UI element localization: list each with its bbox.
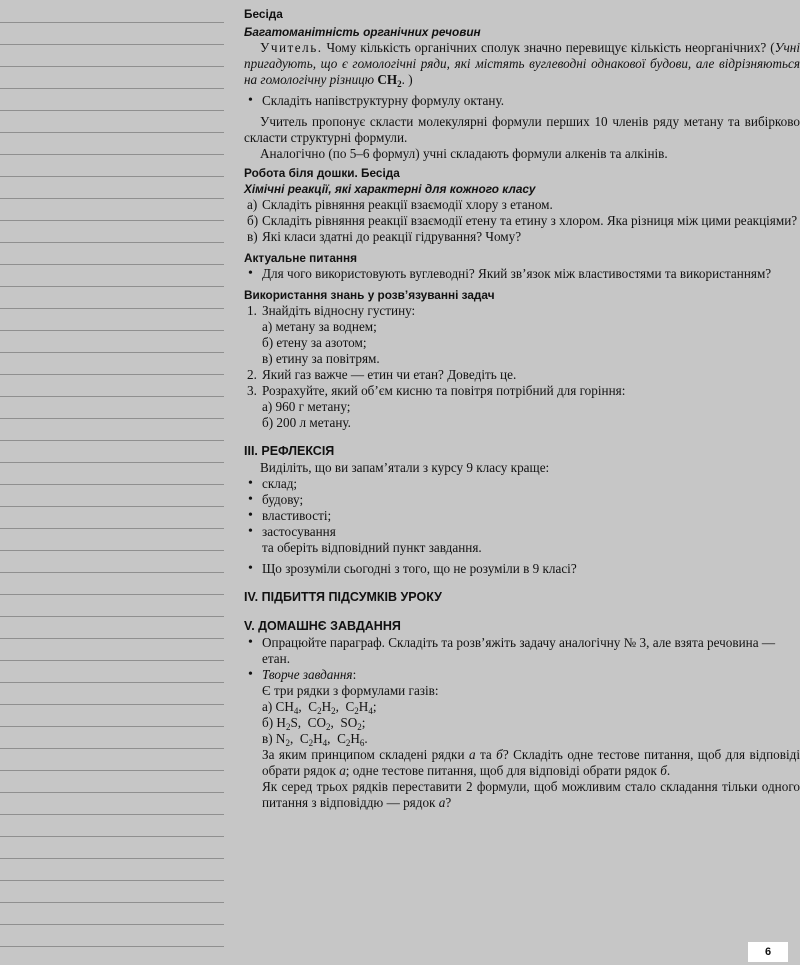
formula-row-a: а) $CH_4$, $C_2H_2$, $C_2H_4$;	[262, 699, 377, 716]
ruled-line	[0, 792, 224, 793]
ruled-line	[0, 924, 224, 925]
reflection-outro: та оберіть відповідний пункт завдання.	[262, 540, 482, 555]
ruled-line	[0, 176, 224, 177]
ruled-line	[0, 308, 224, 309]
section-homework: V. ДОМАШНЄ ЗАВДАННЯ	[244, 619, 401, 633]
teacher-label: Учитель.	[260, 40, 323, 55]
ruled-line	[0, 836, 224, 837]
list-item: б) Складіть рівняння реакції взаємодії етену та етину з хлором. Яка різниця між цими реакціями?	[247, 213, 798, 228]
bullet-item: • будову;	[248, 492, 304, 507]
bullet-item: • Для чого використовують вуглеводні? Який зв’язок між властивостями та використанням?	[248, 266, 772, 281]
ruled-line	[0, 506, 224, 507]
ruled-line	[0, 44, 224, 45]
teacher-proposal: Учитель пропонує скласти молекулярні формули перших 10 членів ряду метану та вибірково скласти структурні формули.	[244, 114, 800, 145]
ruled-line	[0, 682, 224, 683]
swap-question: Як серед трьох рядків переставити 2 формули, щоб можливим стало складання тільки одного питання з відповіддю — рядок а?	[262, 779, 800, 810]
ruled-line	[0, 946, 224, 947]
creative-label: Творче завдання	[262, 667, 353, 682]
sub-item: б) 200 л метану.	[262, 415, 351, 430]
ruled-line	[0, 418, 224, 419]
ruled-line	[0, 132, 224, 133]
ruled-line	[0, 594, 224, 595]
ruled-line	[0, 242, 224, 243]
task-item: 1. Знайдіть відносну густину:	[247, 303, 416, 318]
ruled-line	[0, 396, 224, 397]
task-item: 2. Який газ важче — етин чи етан? Доведіть це.	[247, 367, 517, 382]
homologous-formula: $CH_2$	[377, 72, 402, 89]
section-beseda: Бесіда	[244, 7, 283, 21]
list-item: в) Які класи здатні до реакції гідрування? Чому?	[247, 229, 522, 244]
bullet-item: • Опрацюйте параграф. Складіть та розв’яжіть задачу аналогічну № 3, але взята речовина — етан.	[248, 635, 776, 666]
similar-text: Аналогічно (по 5–6 формул) учні складають формули алкенів та алкінів.	[260, 146, 668, 161]
principle-question: За яким принципом складені рядки а та б? Складіть одне тестове питання, щоб для відповіді обрати рядок а; одне тестове питання, щоб для відповіді обрати рядок б.	[262, 747, 800, 778]
ruled-line	[0, 154, 224, 155]
bullet-item: • Що зрозуміли сьогодні з того, що не розуміли в 9 класі?	[248, 561, 577, 576]
ruled-line	[0, 110, 224, 111]
ruled-line	[0, 528, 224, 529]
task-item: 3. Розрахуйте, який об’єм кисню та повітря потрібний для горіння:	[247, 383, 626, 398]
formula-row-c: в) $N_2$, $C_2H_4$, $C_2H_6$.	[262, 731, 368, 748]
ruled-line	[0, 484, 224, 485]
ruled-line	[0, 616, 224, 617]
bullet-item: • застосування	[248, 524, 336, 539]
sub-item: в) етину за повітрям.	[262, 351, 380, 366]
ruled-line	[0, 264, 224, 265]
homework-intro: Є три рядки з формулами газів:	[262, 683, 439, 698]
section-board: Робота біля дошки. Бесіда	[244, 166, 400, 180]
section-reactions: Хімічні реакції, які характерні для кожного класу	[244, 182, 536, 196]
ruled-line	[0, 440, 224, 441]
section-summary: IV. ПІДБИТТЯ ПІДСУМКІВ УРОКУ	[244, 590, 442, 604]
notes-margin	[0, 0, 224, 965]
ruled-line	[0, 88, 224, 89]
section-actual: Актуальне питання	[244, 251, 358, 265]
bullet-item: • склад;	[248, 476, 298, 491]
sub-item: б) етену за азотом;	[262, 335, 367, 350]
textbook-page	[244, 0, 800, 965]
ruled-line	[0, 704, 224, 705]
sub-item: а) метану за воднем;	[262, 319, 377, 334]
section-diversity: Багатоманітність органічних речовин	[244, 25, 481, 39]
ruled-line	[0, 550, 224, 551]
ruled-line	[0, 352, 224, 353]
ruled-line	[0, 220, 224, 221]
ruled-line	[0, 462, 224, 463]
ruled-line	[0, 638, 224, 639]
ruled-line	[0, 198, 224, 199]
ruled-line	[0, 880, 224, 881]
page-number: 6	[748, 942, 788, 962]
sub-item: а) 960 г метану;	[262, 399, 351, 414]
ruled-line	[0, 814, 224, 815]
ruled-line	[0, 660, 224, 661]
ruled-line	[0, 572, 224, 573]
ruled-line	[0, 858, 224, 859]
ruled-line	[0, 726, 224, 727]
ruled-line	[0, 286, 224, 287]
bullet-item: • Творче завдання:	[248, 667, 357, 682]
ruled-line	[0, 22, 224, 23]
ruled-line	[0, 748, 224, 749]
formula-row-b: б) $H_2S$, $CO_2$, $SO_2$;	[262, 715, 366, 732]
ruled-line	[0, 902, 224, 903]
list-item: а) Складіть рівняння реакції взаємодії хлору з етаном.	[247, 197, 553, 212]
teacher-question: Учитель. Чому кількість органічних сполук значно перевищує кількість неорганічних? (Учні пригадують, що є гомологічні ряди, які містять вуглеводні однакової будови, але відрізняються на гомологічну різницю $CH_2$. )	[244, 40, 800, 89]
ruled-line	[0, 374, 224, 375]
section-reflection: III. РЕФЛЕКСІЯ	[244, 444, 335, 458]
bullet-item: • властивості;	[248, 508, 332, 523]
reflection-intro: Виділіть, що ви запам’ятали з курсу 9 класу краще:	[260, 460, 550, 475]
section-knowledge: Використання знань у розв’язуванні задач	[244, 288, 495, 302]
ruled-line	[0, 770, 224, 771]
bullet-item: • Складіть напівструктурну формулу октану.	[248, 93, 505, 108]
ruled-line	[0, 330, 224, 331]
ruled-line	[0, 66, 224, 67]
